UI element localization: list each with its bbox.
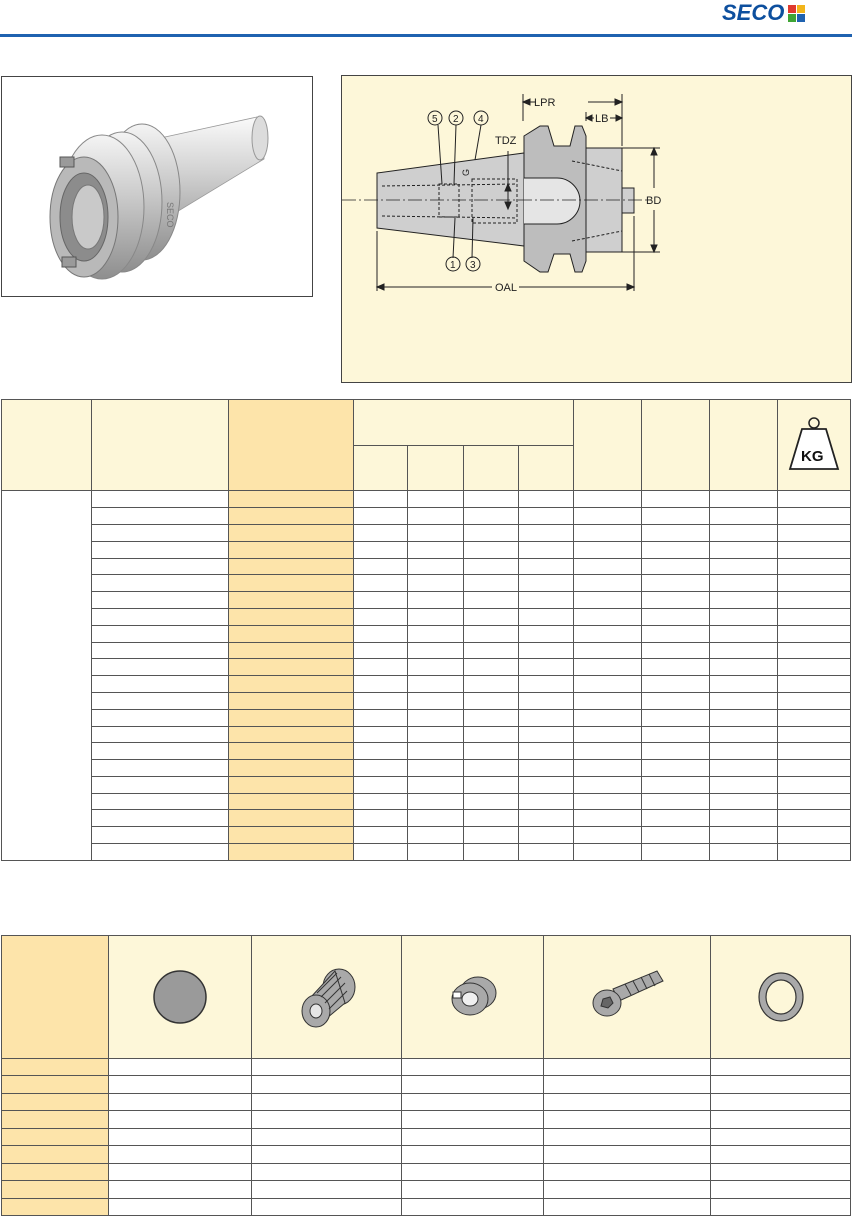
table-row	[2, 709, 851, 726]
group-cell	[2, 491, 92, 861]
table-row	[2, 844, 851, 861]
spare-parts-table	[1, 935, 851, 1216]
dimension-diagram	[341, 75, 852, 383]
svg-text:SECO: SECO	[165, 202, 175, 228]
part-5-cell	[711, 936, 851, 1059]
part-2-cell	[251, 936, 402, 1059]
split-ring-icon	[438, 959, 508, 1029]
oal-label: OAL	[495, 282, 518, 294]
table-row	[2, 726, 851, 743]
parts-row	[2, 1198, 851, 1216]
callout-2: 2	[453, 114, 459, 125]
table-row	[2, 793, 851, 810]
parts-row	[2, 1093, 851, 1111]
table-row	[2, 642, 851, 659]
table-row	[2, 508, 851, 525]
callout-3: 3	[470, 260, 476, 271]
callout-4: 4	[478, 114, 484, 125]
callout-5: 5	[432, 114, 438, 125]
table-row	[2, 692, 851, 709]
parts-row	[2, 1128, 851, 1146]
table-row	[2, 827, 851, 844]
tool-holder-image	[2, 77, 312, 296]
header-rule	[0, 34, 852, 37]
o-ring-icon	[746, 959, 816, 1029]
table-row	[2, 592, 851, 609]
table-row	[2, 676, 851, 693]
tdz-label: TDZ	[495, 135, 517, 147]
table-row	[2, 776, 851, 793]
callout-1: 1	[450, 260, 456, 271]
lb-label: LB	[595, 113, 609, 125]
logo-text: SECO	[722, 0, 785, 25]
parts-row	[2, 1058, 851, 1076]
part-3-cell	[402, 936, 544, 1059]
main-spec-table	[1, 399, 851, 861]
parts-row	[2, 1111, 851, 1129]
table-row	[2, 810, 851, 827]
weight-header-cell	[777, 400, 850, 491]
part-1-cell	[108, 936, 251, 1059]
part-4-cell	[544, 936, 711, 1059]
product-photo	[1, 76, 313, 297]
table-row	[2, 625, 851, 642]
seco-logo	[722, 0, 805, 26]
g-label: G	[461, 168, 471, 176]
table-row	[2, 524, 851, 541]
weight-kg-icon	[778, 413, 850, 473]
parts-row	[2, 1076, 851, 1094]
parts-row	[2, 1181, 851, 1199]
logo-squares-icon	[788, 5, 805, 22]
parts-row	[2, 1146, 851, 1164]
kg-label: KG	[800, 447, 824, 465]
table-row	[2, 659, 851, 676]
parts-row	[2, 1163, 851, 1181]
table-row	[2, 608, 851, 625]
disc-part-icon	[145, 959, 215, 1029]
table-row	[2, 558, 851, 575]
socket-screw-icon	[577, 959, 677, 1029]
table-row	[2, 743, 851, 760]
bd-label: BD	[646, 195, 662, 207]
table-row	[2, 575, 851, 592]
dimension-drawing	[342, 76, 851, 382]
table-row	[2, 541, 851, 558]
lpr-label: LPR	[534, 97, 556, 109]
threaded-sleeve-icon	[287, 959, 367, 1029]
table-row	[2, 760, 851, 777]
